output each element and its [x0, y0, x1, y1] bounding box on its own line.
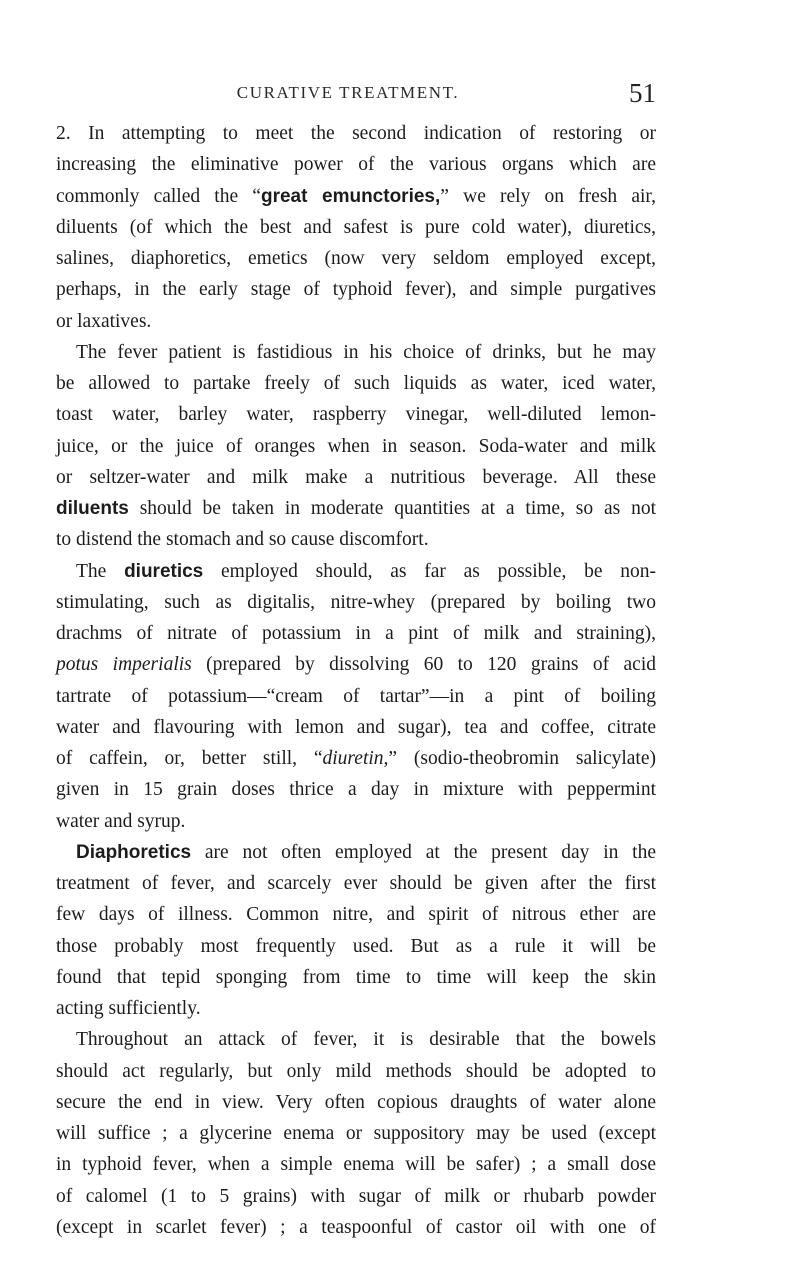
text-run: are not often employed at the present day in the: [191, 841, 656, 863]
text-line: [56, 868, 656, 899]
text-run: perhaps, in the early stage of typhoid fever), and simple purgatives: [56, 279, 656, 301]
text-run: should be taken in moderate quantities at a time, so as not: [128, 498, 656, 519]
text-run: those probably most frequently used. But as a rule it will be: [56, 935, 656, 957]
text-run: toast water, barley water, raspberry vinegar, well-diluted lemon-: [56, 404, 656, 426]
text-run: salines, diaphoretics, emetics (now very seldom employed except,: [56, 248, 656, 269]
text-line: [56, 931, 656, 962]
text-run: employed should, as far as possible, be non-: [203, 560, 656, 582]
paragraph-p5: [56, 1024, 656, 1243]
text-line: [56, 743, 656, 774]
text-run: Throughout an attack of fever, it is desirable that the bowels: [76, 1029, 656, 1051]
page-number: 51: [629, 78, 656, 108]
text-run: increasing the eliminative power of the various organs which are: [56, 154, 656, 176]
text-line: [56, 618, 656, 649]
italic-term: diuretin,: [322, 748, 389, 769]
text-line: [56, 337, 656, 368]
text-line: [56, 524, 656, 555]
text-run: drachms of nitrate of potassium in a pint of milk and straining),: [56, 623, 656, 644]
text-run: acting sufficiently.: [56, 998, 201, 1019]
text-run: few days of illness. Common nitre, and spirit of nitrous ether are: [56, 904, 656, 926]
text-line: [56, 462, 656, 493]
paragraph-p2: [56, 337, 656, 556]
text-run: (prepared by dissolving 60 to 120 grains of acid: [191, 654, 657, 676]
text-line: [56, 1024, 656, 1055]
text-run: ” we rely on fresh air,: [440, 185, 657, 207]
text-run: treatment of fever, and scarcely ever should be given after the first: [56, 873, 656, 894]
running-head: CURATIVE TREATMENT.: [236, 83, 460, 102]
text-line: [56, 1056, 656, 1087]
text-line: [56, 1087, 656, 1118]
text-line: [56, 1118, 656, 1149]
italic-term: potus imperialis: [56, 654, 192, 676]
text-line: [56, 368, 656, 399]
text-line: [56, 712, 656, 743]
text-line: [56, 993, 656, 1024]
text-run: or laxatives.: [56, 310, 152, 332]
paragraph-p3: [56, 556, 656, 837]
bold-term: Diaphoretics: [76, 841, 192, 863]
text-run: diluents (of which the best and safest is pure cold water), diuretics,: [56, 216, 656, 238]
text-run: commonly called the “: [56, 185, 261, 207]
text-line: [56, 399, 656, 430]
text-run: to distend the stomach and so cause discomfort.: [56, 529, 429, 551]
text-run: should act regularly, but only mild methods should be adopted to: [56, 1060, 656, 1082]
text-line: [56, 243, 656, 274]
text-run: juice, or the juice of oranges when in season. Soda-water and milk: [56, 435, 656, 457]
text-line: [56, 837, 656, 868]
text-run: secure the end in view. Very often copious draughts of water alone: [56, 1091, 656, 1113]
text-line: [56, 681, 656, 712]
text-line: [56, 556, 656, 587]
text-line: [56, 149, 656, 180]
text-run: of calomel (1 to 5 grains) with sugar of milk or rhubarb powder: [56, 1185, 656, 1207]
text-run: The: [76, 560, 125, 582]
text-line: [56, 1212, 656, 1243]
bold-term: great emunctories,: [260, 185, 441, 207]
text-line: [56, 649, 656, 680]
page-header: [40, 80, 656, 106]
text-run: water and flavouring with lemon and sugar), tea and coffee, citrate: [56, 716, 656, 738]
text-run: (except in scarlet fever) ; a teaspoonful of castor oil with one of: [56, 1216, 656, 1238]
text-run: of caffein, or, better still, “: [56, 748, 323, 769]
text-run: ” (sodio-theobromin salicylate): [388, 748, 656, 769]
text-run: water and syrup.: [56, 810, 186, 832]
bold-term: diluents: [56, 498, 129, 519]
text-line: [56, 274, 656, 305]
bold-term: diuretics: [124, 560, 204, 582]
text-line: [56, 1181, 656, 1212]
text-run: 2. In attempting to meet the second indication of restoring or: [56, 123, 656, 144]
text-run: stimulating, such as digitalis, nitre-whey (prepared by boiling two: [56, 591, 656, 613]
text-line: [56, 962, 656, 993]
text-line: [56, 493, 656, 524]
text-line: [56, 181, 656, 212]
paragraph-p1: [56, 118, 656, 337]
text-line: [56, 899, 656, 930]
text-line: [56, 212, 656, 243]
text-run: be allowed to partake freely of such liquids as water, iced water,: [56, 373, 656, 394]
text-run: tartrate of potassium—“cream of tartar”—in a pint of boiling: [56, 685, 656, 707]
text-run: The fever patient is fastidious in his choice of drinks, but he may: [76, 341, 656, 363]
text-line: [56, 774, 656, 805]
text-run: will suffice ; a glycerine enema or suppository may be used (except: [56, 1123, 656, 1144]
text-line: [56, 306, 656, 337]
text-line: [56, 118, 656, 149]
paragraph-p4: [56, 837, 656, 1025]
text-run: given in 15 grain doses thrice a day in mixture with peppermint: [56, 779, 656, 801]
text-run: or seltzer-water and milk make a nutritious beverage. All these: [56, 466, 656, 488]
text-run: found that tepid sponging from time to time will keep the skin: [56, 966, 656, 988]
text-line: [56, 806, 656, 837]
text-line: [56, 431, 656, 462]
text-run: in typhoid fever, when a simple enema will be safer) ; a small dose: [56, 1154, 656, 1176]
text-line: [56, 587, 656, 618]
body-text: [56, 118, 656, 1243]
text-line: [56, 1149, 656, 1180]
